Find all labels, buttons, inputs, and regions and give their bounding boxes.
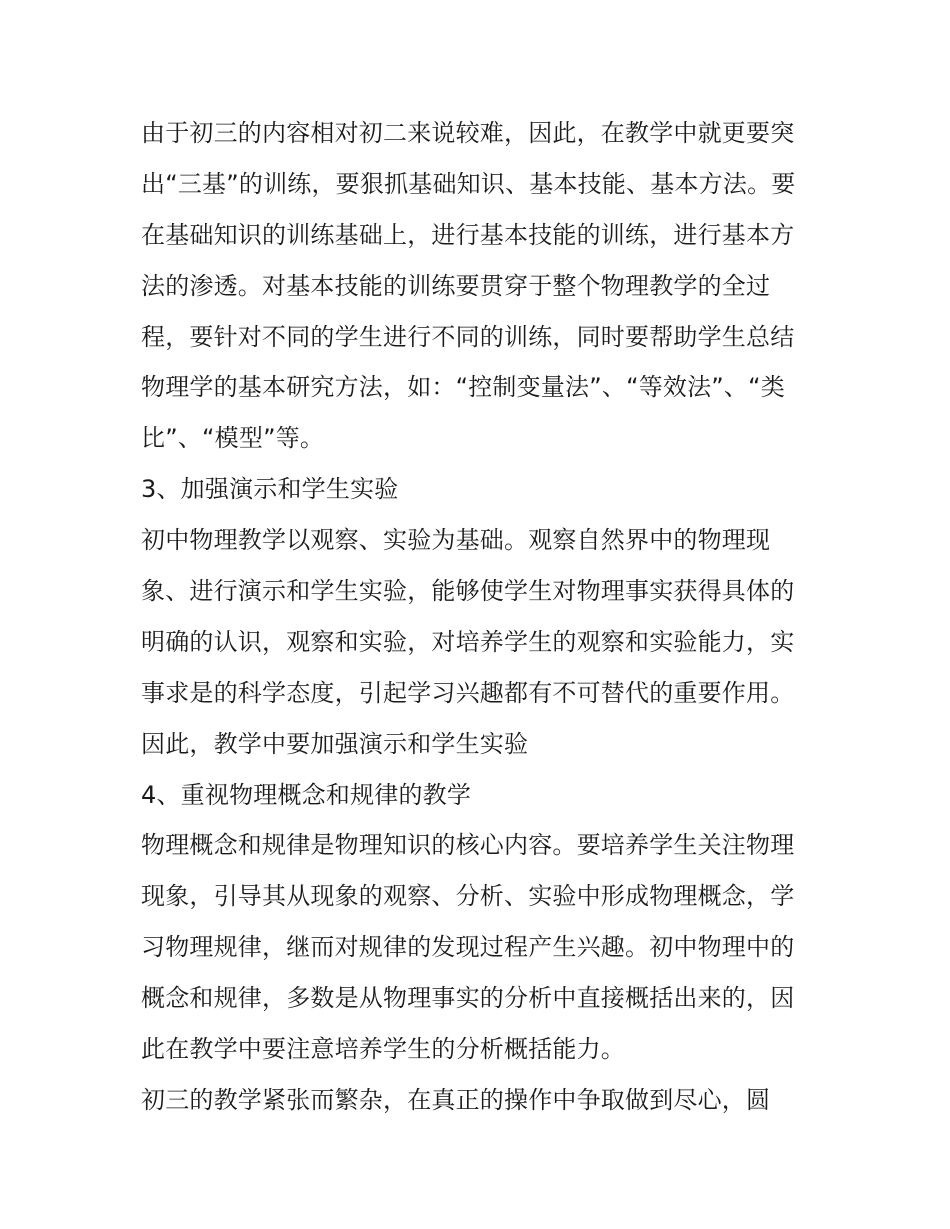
paragraph-1-line-2: 出“三基”的训练，要狠抓基础知识、基本技能、基本方法。要 <box>141 169 796 198</box>
paragraph-1-line-6: 物理学的基本研究方法，如：“控制变量法”、“等效法”、“类 <box>141 373 785 402</box>
paragraph-4-line-1: 初三的教学紧张而繁杂，在真正的操作中争取做到尽心，圆 <box>141 1085 771 1114</box>
paragraph-3-line-4: 概念和规律，多数是从物理事实的分析中直接概括出来的，因 <box>141 984 795 1013</box>
paragraph-3-line-3: 习物理规律，继而对规律的发现过程产生兴趣。初中物理中的 <box>141 933 795 962</box>
paragraph-2-line-4: 事求是的科学态度，引起学习兴趣都有不可替代的重要作用。 <box>141 678 795 707</box>
paragraph-1-line-4: 法的渗透。对基本技能的训练要贯穿于整个物理教学的全过 <box>141 271 771 300</box>
section-heading-4: 4、重视物理概念和规律的教学 <box>141 780 472 809</box>
paragraph-2-line-2: 象、进行演示和学生实验，能够使学生对物理事实获得具体的 <box>141 577 795 606</box>
paragraph-3-line-1: 物理概念和规律是物理知识的核心内容。要培养学生关注物理 <box>141 831 795 860</box>
paragraph-1-line-5: 程，要针对不同的学生进行不同的训练，同时要帮助学生总结 <box>141 322 795 351</box>
paragraph-1-line-3: 在基础知识的训练基础上，进行基本技能的训练，进行基本方 <box>141 220 795 249</box>
paragraph-3-line-2: 现象，引导其从现象的观察、分析、实验中形成物理概念，学 <box>141 882 795 911</box>
paragraph-1-line-1: 由于初三的内容相对初二来说较难，因此，在教学中就更要突 <box>141 119 795 147</box>
section-heading-3: 3、加强演示和学生实验 <box>141 475 399 504</box>
document-body <box>141 108 821 1126</box>
paragraph-2-line-1: 初中物理教学以观察、实验为基础。观察自然界中的物理现 <box>141 526 771 555</box>
paragraph-1-line-7: 比”、“模型”等。 <box>141 424 325 453</box>
paragraph-2-line-3: 明确的认识，观察和实验，对培养学生的观察和实验能力，实 <box>141 627 795 656</box>
paragraph-3-line-5: 此在教学中要注意培养学生的分析概括能力。 <box>141 1035 625 1064</box>
paragraph-2-line-5: 因此，教学中要加强演示和学生实验 <box>141 729 529 758</box>
